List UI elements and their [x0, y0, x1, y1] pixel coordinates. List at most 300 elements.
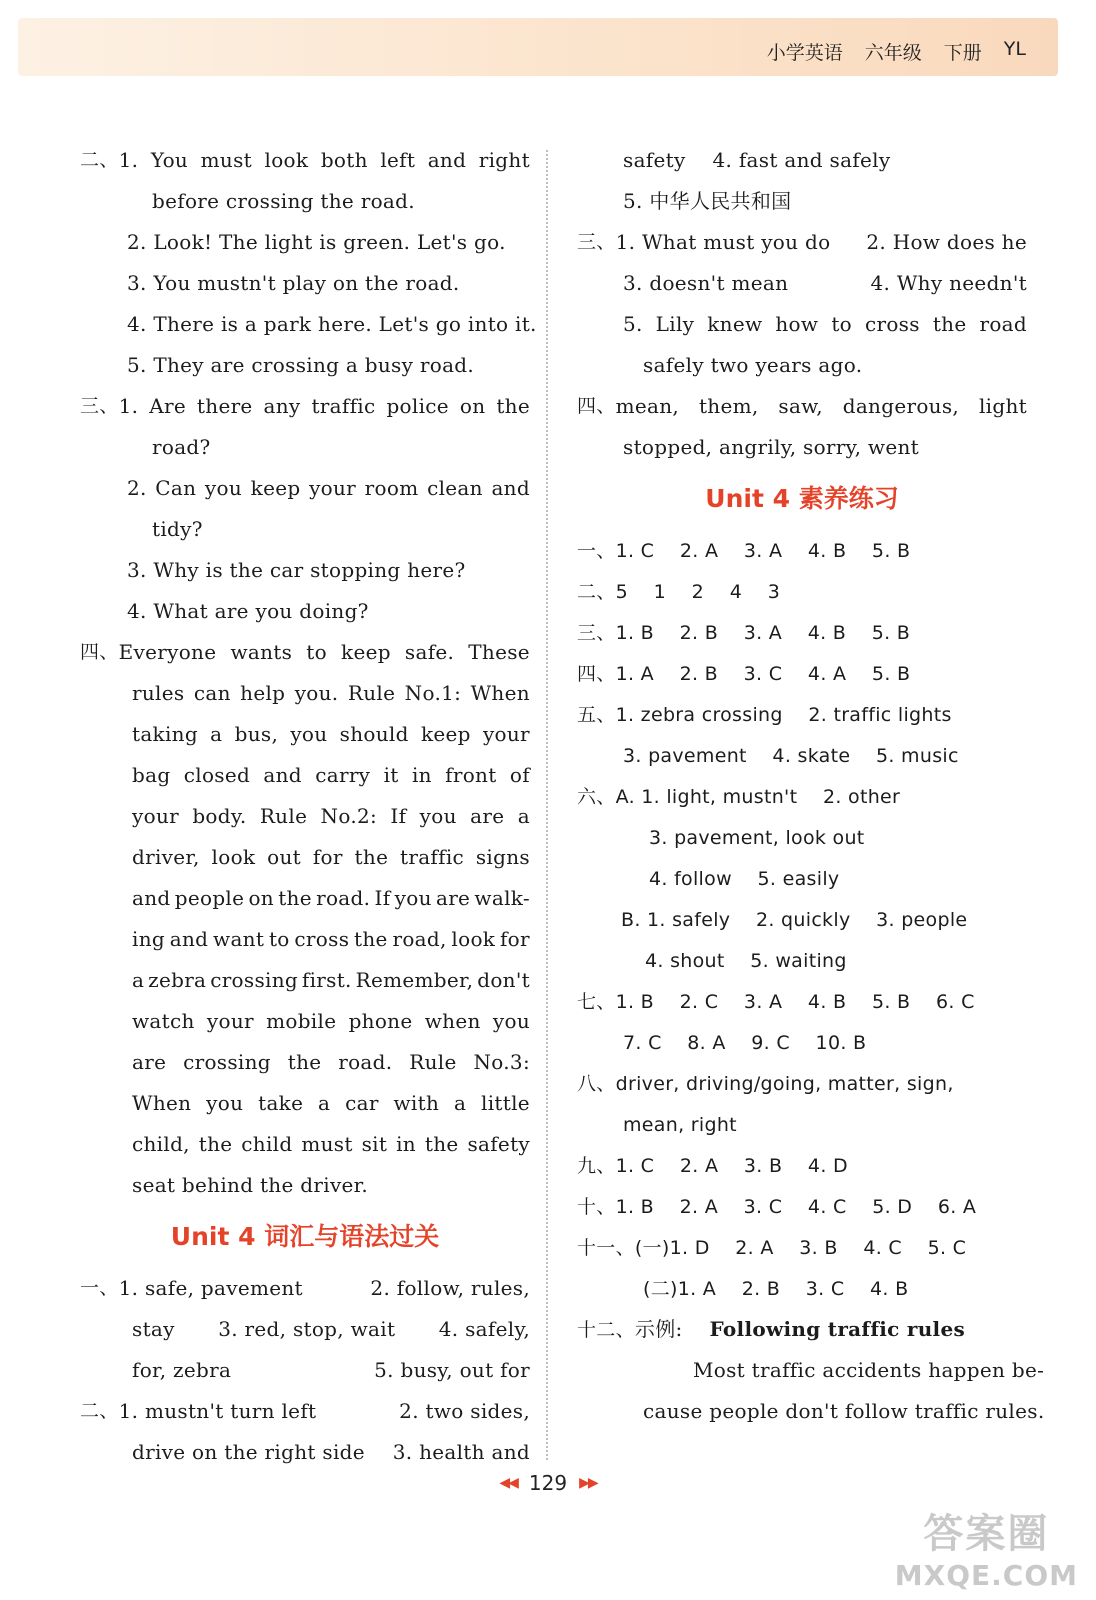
- section-marker: 四、: [577, 395, 616, 417]
- answer-line: [577, 181, 1027, 222]
- word: to: [831, 312, 852, 336]
- word: carry: [315, 763, 371, 787]
- word: don't: [477, 968, 530, 992]
- word: the: [424, 1132, 459, 1156]
- answer-line: [80, 1309, 530, 1350]
- word: your: [206, 1009, 254, 1033]
- word: Rule: [259, 804, 308, 828]
- word: mean,: [615, 394, 680, 418]
- word: want: [213, 927, 265, 951]
- word: in: [396, 1132, 416, 1156]
- answer-text: safety 4. fast and safely: [623, 148, 891, 172]
- right-column: [577, 140, 1045, 1432]
- answer-text: 1. B 2. A 3. C 4. C 5. D 6. A: [615, 1196, 977, 1218]
- section-marker: 三、: [80, 395, 119, 417]
- section-marker: 十一、: [577, 1237, 635, 1259]
- word: knew: [707, 312, 763, 336]
- word: You: [150, 148, 189, 172]
- answer-text: mean, right: [623, 1114, 737, 1136]
- answer-text: before crossing the road.: [152, 189, 415, 213]
- answer-line: [577, 263, 1027, 304]
- word: saw,: [778, 394, 823, 418]
- answer-text: (二)1. A 2. B 3. C 4. B: [643, 1278, 909, 1300]
- word: and: [491, 476, 530, 500]
- section-marker: 二、: [80, 1400, 119, 1422]
- answer-text: [119, 1268, 530, 1309]
- answer-line: [577, 222, 1027, 263]
- answer-line: [577, 612, 1027, 653]
- word: for: [312, 845, 343, 869]
- answer-text: (一)1. D 2. A 3. B 4. C 5. C: [634, 1237, 967, 1259]
- essay-line: cause people don't follow traffic rules.: [643, 1399, 1045, 1423]
- watermark-bottom: MXQE.COM: [894, 1559, 1078, 1592]
- word: road.: [338, 1050, 393, 1074]
- answer-text: [132, 714, 530, 755]
- answer-line: [80, 673, 530, 714]
- word: stay: [132, 1317, 175, 1341]
- answer-line: [577, 571, 1027, 612]
- word: These: [468, 640, 530, 664]
- answer-line: [80, 1083, 530, 1124]
- answer-text: 3. pavement, look out: [649, 827, 865, 849]
- word: traffic: [311, 394, 376, 418]
- word: If: [390, 804, 407, 828]
- word: keep: [250, 476, 301, 500]
- section-marker: 五、: [577, 704, 616, 726]
- section-marker: 四、: [577, 663, 616, 685]
- answer-text: [132, 837, 530, 878]
- watermark-top: 答案圈: [923, 1511, 1050, 1557]
- answer-text: 4. shout 5. waiting: [645, 950, 847, 972]
- answer-text: [132, 1309, 530, 1350]
- essay-title: Following traffic rules: [709, 1317, 966, 1341]
- word: 2. follow, rules,: [370, 1276, 530, 1300]
- answer-text: 3. Why is the car stopping here?: [127, 558, 466, 582]
- word: you: [394, 886, 432, 910]
- word: out: [267, 845, 302, 869]
- word: are: [435, 886, 471, 910]
- answer-text: [623, 304, 1027, 345]
- answer-text: 4. There is a park here. Let's go into it.: [127, 312, 537, 336]
- answer-line: [80, 1124, 530, 1165]
- answer-line: [577, 304, 1027, 345]
- answer-line: [577, 1186, 1027, 1227]
- word: 2. two sides,: [399, 1399, 530, 1423]
- word: both: [320, 148, 368, 172]
- answer-line: [80, 468, 530, 509]
- word: 1.: [118, 394, 139, 418]
- word: Everyone: [118, 640, 217, 664]
- answer-line: [80, 345, 530, 386]
- essay-line: Most traffic accidents happen be-: [693, 1358, 1045, 1382]
- answer-text: [132, 1124, 530, 1165]
- answer-text: 4. follow 5. easily: [649, 868, 840, 890]
- word: people: [174, 886, 245, 910]
- word: are: [470, 804, 505, 828]
- word: 1. What must you do: [615, 230, 831, 254]
- answer-line: [80, 632, 530, 673]
- word: can: [193, 681, 231, 705]
- watermark-logo: [895, 1502, 1078, 1592]
- answer-text: [623, 263, 1027, 304]
- word: take: [258, 1091, 304, 1115]
- answer-line: [80, 181, 530, 222]
- word: the: [287, 1050, 322, 1074]
- word: the: [354, 845, 389, 869]
- answer-text: road?: [152, 435, 211, 459]
- word: and: [132, 886, 171, 910]
- word: for, zebra: [132, 1358, 232, 1382]
- answer-text: 7. C 8. A 9. C 10. B: [623, 1032, 867, 1054]
- word: you: [492, 1009, 530, 1033]
- word: Rule: [409, 1050, 457, 1074]
- word: child: [241, 1132, 293, 1156]
- answer-text: [132, 1042, 530, 1083]
- word: closed: [183, 763, 251, 787]
- header-edition: YL: [1003, 38, 1026, 60]
- answer-text: 1. C 2. A 3. A 4. B 5. B: [615, 540, 911, 562]
- answer-text: B. 1. safely 2. quickly 3. people: [621, 909, 968, 931]
- word: car: [345, 1091, 379, 1115]
- word: body.: [192, 804, 247, 828]
- section-marker: 三、: [577, 231, 616, 253]
- word: Lily: [655, 312, 695, 336]
- answer-text: 1. A 2. B 3. C 4. A 5. B: [615, 663, 911, 685]
- word: you: [204, 476, 243, 500]
- word: on: [459, 394, 486, 418]
- answer-line: [80, 714, 530, 755]
- word: 5.: [623, 312, 643, 336]
- word: 2.: [127, 476, 147, 500]
- word: should: [339, 722, 409, 746]
- word: light: [978, 394, 1027, 418]
- answer-line: [577, 940, 1027, 981]
- section-marker: 六、: [577, 786, 616, 808]
- section-marker: 十二、: [577, 1319, 635, 1341]
- word: 3. doesn't mean: [623, 271, 789, 295]
- word: keep: [420, 722, 471, 746]
- answer-text: [132, 1001, 530, 1042]
- word: any: [263, 394, 301, 418]
- word: road,: [392, 927, 447, 951]
- word: there: [196, 394, 253, 418]
- word: and: [263, 763, 302, 787]
- word: look: [264, 148, 309, 172]
- word: and: [427, 148, 467, 172]
- word: room: [364, 476, 419, 500]
- word: your: [132, 804, 179, 828]
- word: wants: [230, 640, 293, 664]
- vocab-section-title: Unit 4 词汇与语法过关: [170, 1222, 440, 1251]
- word: a: [453, 1091, 467, 1115]
- answer-line: [577, 1268, 1027, 1309]
- word: Can: [155, 476, 197, 500]
- answer-line: [80, 386, 530, 427]
- word: the: [932, 312, 967, 336]
- section-marker: 二、: [577, 581, 616, 603]
- answer-text: [132, 919, 530, 960]
- answer-text: [127, 468, 530, 509]
- word: road.: [316, 886, 371, 910]
- column-divider: [546, 150, 548, 1460]
- word: child,: [132, 1132, 190, 1156]
- prev-arrow-icon: ◀◀: [499, 1475, 517, 1491]
- word: drive on the right side: [132, 1440, 365, 1464]
- word: it: [383, 763, 399, 787]
- answer-line: [80, 1042, 530, 1083]
- word: mobile: [266, 1009, 337, 1033]
- section-marker: 七、: [577, 991, 616, 1013]
- answer-line: [577, 653, 1027, 694]
- section-marker: 八、: [577, 1073, 616, 1095]
- word: the: [278, 886, 312, 910]
- answer-line: [577, 1227, 1027, 1268]
- word: dangerous,: [842, 394, 960, 418]
- answer-text: seat behind the driver.: [132, 1173, 369, 1197]
- answer-text: [119, 386, 530, 427]
- word: cross: [294, 927, 350, 951]
- answer-line: [80, 960, 530, 1001]
- answer-line: [577, 140, 1027, 181]
- answer-text: [119, 140, 530, 181]
- word: help: [240, 681, 286, 705]
- answer-line: [80, 427, 530, 468]
- answer-line: [80, 263, 530, 304]
- answer-text: stopped, angrily, sorry, went: [623, 435, 919, 459]
- word: Are: [149, 394, 186, 418]
- word: When: [132, 1091, 192, 1115]
- section-marker: 三、: [577, 622, 616, 644]
- word: crossing: [183, 1050, 271, 1074]
- word: 1. mustn't turn left: [118, 1399, 317, 1423]
- answer-line: [80, 222, 530, 263]
- word: look: [451, 927, 496, 951]
- answer-text: [132, 1432, 530, 1473]
- word: rules: [132, 681, 185, 705]
- answer-line: [577, 427, 1027, 468]
- word: left: [380, 148, 416, 172]
- answer-text: [132, 960, 530, 1001]
- word: cross: [864, 312, 920, 336]
- word: taking: [132, 722, 198, 746]
- answer-line: [80, 919, 530, 960]
- word: safe.: [404, 640, 455, 664]
- section-marker: 十、: [577, 1196, 616, 1218]
- word: a: [210, 722, 223, 746]
- word: must: [200, 148, 252, 172]
- answer-line: [577, 1145, 1027, 1186]
- word: 1. safe, pavement: [118, 1276, 303, 1300]
- word: your: [482, 722, 530, 746]
- word: If: [374, 886, 391, 910]
- word: you: [290, 722, 328, 746]
- answer-text: 5 1 2 4 3: [615, 581, 781, 603]
- header-subject: 小学英语: [766, 42, 843, 64]
- answer-text: 3. You mustn't play on the road.: [127, 271, 460, 295]
- answer-line: [80, 1350, 530, 1391]
- answer-line: [80, 140, 530, 181]
- word: the: [354, 927, 388, 951]
- answer-line: [577, 981, 1027, 1022]
- answer-line: [577, 899, 1027, 940]
- answer-line: [577, 817, 1027, 858]
- answer-line: [80, 755, 530, 796]
- word: zebra: [148, 968, 207, 992]
- word: must: [301, 1132, 353, 1156]
- word: walk-: [474, 886, 530, 910]
- word: you: [419, 804, 457, 828]
- answer-text: [119, 632, 530, 673]
- answer-text: [132, 878, 530, 919]
- header-grade: 六年级: [864, 42, 922, 64]
- word: you: [206, 1091, 244, 1115]
- word: and: [169, 927, 209, 951]
- word: 5. busy, out for: [374, 1358, 530, 1382]
- answer-text: [616, 386, 1027, 427]
- answer-line: [577, 530, 1027, 571]
- word: When: [470, 681, 530, 705]
- answer-text: A. 1. light, mustn't 2. other: [615, 786, 901, 808]
- answer-line: [577, 1104, 1027, 1145]
- word: the: [198, 1132, 233, 1156]
- word: right: [478, 148, 530, 172]
- answer-line: [80, 550, 530, 591]
- answer-line: [80, 796, 530, 837]
- answer-text: 1. zebra crossing 2. traffic lights: [615, 704, 952, 726]
- word: for: [499, 927, 530, 951]
- word: bag: [132, 763, 171, 787]
- answer-text: [132, 796, 530, 837]
- answer-line: [577, 1063, 1027, 1104]
- practice-section-title: Unit 4 素养练习: [705, 484, 899, 513]
- word: Rule: [347, 681, 396, 705]
- word: how: [775, 312, 819, 336]
- answer-text: 4. What are you doing?: [127, 599, 369, 623]
- answer-text: 3. pavement 4. skate 5. music: [623, 745, 959, 767]
- word: No.3:: [473, 1050, 530, 1074]
- word: road: [979, 312, 1027, 336]
- word: sit: [361, 1132, 388, 1156]
- answer-line: [80, 1391, 530, 1432]
- answer-text: driver, driving/going, matter, sign,: [615, 1073, 954, 1095]
- answer-line: [577, 694, 1027, 735]
- word: in: [411, 763, 432, 787]
- answer-text: [616, 222, 1027, 263]
- answer-text: 5. 中华人民共和国: [623, 189, 792, 213]
- word: 3. red, stop, wait: [218, 1317, 396, 1341]
- word: signs: [475, 845, 530, 869]
- answer-text: [132, 755, 530, 796]
- word: with: [393, 1091, 440, 1115]
- answer-line: [80, 509, 530, 550]
- word: you.: [294, 681, 339, 705]
- word: of: [509, 763, 530, 787]
- answer-line: [577, 858, 1027, 899]
- example-label: 示例:: [634, 1317, 710, 1341]
- section-marker: 一、: [80, 1277, 119, 1299]
- word: the: [496, 394, 530, 418]
- answer-line: [577, 735, 1027, 776]
- word: to: [268, 927, 290, 951]
- word: driver,: [132, 845, 200, 869]
- word: to: [306, 640, 327, 664]
- word: bus,: [234, 722, 279, 746]
- word: safety: [467, 1132, 530, 1156]
- word: clean: [427, 476, 483, 500]
- answer-line: [80, 1268, 530, 1309]
- word: a: [318, 1091, 331, 1115]
- next-arrow-icon: ▶▶: [579, 1475, 597, 1491]
- word: watch: [132, 1009, 195, 1033]
- word: them,: [698, 394, 759, 418]
- header-volume: 下册: [943, 42, 982, 64]
- answer-line: [80, 304, 537, 345]
- word: a: [132, 968, 145, 992]
- page-number: 129: [528, 1471, 568, 1495]
- answer-line: [577, 386, 1027, 427]
- word: No.2:: [320, 804, 378, 828]
- word: traffic: [400, 845, 465, 869]
- word: 4. Why needn't: [870, 271, 1027, 295]
- answer-line: [577, 776, 1027, 817]
- answer-line: [80, 1165, 530, 1206]
- word: when: [424, 1009, 481, 1033]
- answer-text: [132, 1350, 530, 1391]
- word: police: [386, 394, 449, 418]
- word: 4. safely,: [438, 1317, 530, 1341]
- word: a: [517, 804, 530, 828]
- section-marker: 二、: [80, 149, 119, 171]
- answer-line: [577, 1309, 1027, 1350]
- answer-line: [80, 1432, 530, 1473]
- section-marker: 一、: [577, 540, 616, 562]
- word: 1.: [118, 148, 139, 172]
- left-column: [80, 140, 537, 1473]
- word: are: [132, 1050, 167, 1074]
- word: little: [481, 1091, 530, 1115]
- answer-line: [80, 591, 530, 632]
- answer-line: [80, 1001, 530, 1042]
- section-marker: 四、: [80, 641, 119, 663]
- word: 2. How does he: [866, 230, 1027, 254]
- word: Remember,: [355, 968, 474, 992]
- word: first.: [301, 968, 352, 992]
- word: No.1:: [404, 681, 462, 705]
- word: front: [445, 763, 497, 787]
- answer-text: 2. Look! The light is green. Let's go.: [127, 230, 506, 254]
- word: ing: [132, 927, 165, 951]
- answer-line: [80, 837, 530, 878]
- answer-text: 5. They are crossing a busy road.: [127, 353, 475, 377]
- answer-text: 1. B 2. C 3. A 4. B 5. B 6. C: [615, 991, 975, 1013]
- answer-text: tidy?: [152, 517, 203, 541]
- answer-text: 1. B 2. B 3. A 4. B 5. B: [615, 622, 911, 644]
- answer-text: [119, 1391, 530, 1432]
- answer-line: [577, 1022, 1027, 1063]
- word: your: [309, 476, 357, 500]
- page-footer: [0, 1468, 1096, 1498]
- word: keep: [341, 640, 391, 664]
- answer-text: [132, 1083, 530, 1124]
- section-marker: 九、: [577, 1155, 616, 1177]
- word: look: [211, 845, 256, 869]
- word: on: [248, 886, 274, 910]
- header-info: [767, 38, 1026, 65]
- word: phone: [348, 1009, 413, 1033]
- answer-text: [132, 673, 530, 714]
- answer-line: [577, 345, 1027, 386]
- answer-text: safely two years ago.: [643, 353, 863, 377]
